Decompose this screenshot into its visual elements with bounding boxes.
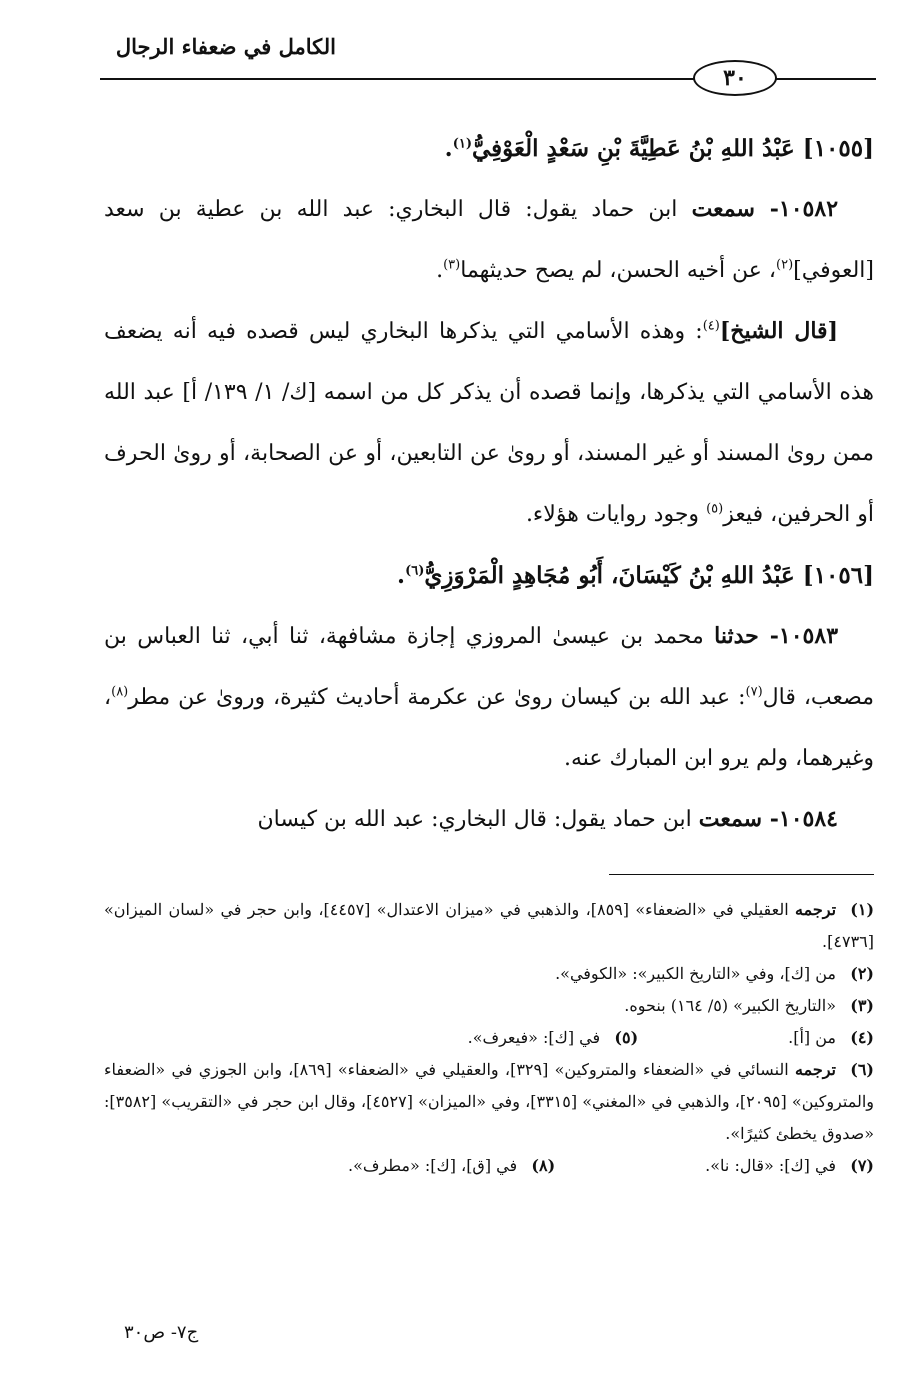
footnote-4-5: [104, 1022, 874, 1054]
hadith-text: ابن حماد يقول: قال البخاري: عبد الله بن كيسان: [257, 807, 692, 832]
footnote-mark: (٨): [111, 684, 129, 700]
footnote-keyword: ترجمه: [795, 1060, 836, 1079]
footnote-6: [104, 1054, 874, 1150]
footnote-mark: (٧): [745, 684, 763, 700]
footnote-text: في [ك]: «فيعرف».: [467, 1028, 601, 1047]
footnote-8: [348, 1150, 555, 1182]
hadith-text: ، عن أخيه الحسن، لم يصح حديثهما: [460, 258, 777, 283]
comment-text: : وهذه الأسامي التي يذكرها البخاري ليس قصده فيه أنه يضعف هذه الأسامي التي يذكرها، وإنما قصده أن يذكر كل من اسمه [ك/ ١/ ١٣٩/ أ] عبد الله ممن روىٰ المسند أو غير المسند، أو روىٰ عن التابعين، أو عن الصحابة، أو روىٰ الحرف أو الحرفين، فيعز: [104, 319, 874, 527]
footnote-number: (١): [850, 900, 875, 919]
footnotes: [104, 894, 874, 1182]
footnote-number: (٤): [850, 1028, 874, 1047]
footnote-text: من [ك]، وفي «التاريخ الكبير»: «الكوفي».: [555, 964, 836, 983]
footnote-text: «التاريخ الكبير» (٥/ ١٦٤) بنحوه.: [624, 996, 836, 1015]
footnote-7: [705, 1150, 874, 1182]
footnote-keyword: ترجمه: [795, 900, 837, 919]
hadith-number: ١٠٥٨٣: [778, 623, 839, 649]
hadith-text: : عبد الله بن كيسان روىٰ عن عكرمة أحاديث كثيرة، وروىٰ عن مطر: [128, 685, 746, 710]
footnote-5: [468, 1022, 639, 1054]
footnote-text: في [ك]: «قال: نا».: [705, 1156, 836, 1175]
footnote-3: [104, 990, 874, 1022]
footnote-mark: (٣): [443, 257, 461, 273]
main-text: [104, 118, 874, 850]
hadith-number: ١٠٥٨٢: [778, 196, 839, 222]
footnote-number: (٣): [850, 996, 874, 1015]
footnote-mark: (٤): [702, 318, 720, 334]
footnote-7-8: [104, 1150, 874, 1182]
entry-number: [١٠٥٦]: [802, 562, 874, 589]
running-title: الكامل في ضعفاء الرجال: [115, 34, 336, 59]
entry-number: [١٠٥٥]: [802, 135, 874, 162]
entry-heading-1056: [104, 545, 874, 606]
transmission-word: سمعت: [698, 806, 763, 832]
footnote-number: (٨): [531, 1156, 556, 1175]
footnote-text: النسائي في «الضعفاء والمتروكين» [٣٢٩]، والعقيلي في «الضعفاء» [٨٦٩]، وابن الجوزي في «الضعفاء والمتروكين» [٢٠٩٥]، والذهبي في «المغني» [٣٣١٥]، وفي «الميزان» [٤٥٢٧]، وقال ابن حجر في «التقريب» [٣٥٨٢]: «صدوق يخطئ كثيرًا».: [104, 1060, 874, 1143]
hadith-number: ١٠٥٨٤: [778, 806, 838, 832]
footnote-number: (٦): [850, 1060, 874, 1079]
footnote-text: العقيلي في «الضعفاء» [٨٥٩]، والذهبي في «ميزان الاعتدال» [٤٤٥٧]، وابن حجر في «لسان الميزان» [٤٧٣٦].: [104, 900, 874, 951]
transmission-word: حدثنا: [714, 623, 759, 649]
footnote-number: (٢): [850, 964, 874, 983]
hadith-10582: ١٠٥٨٢- سمعت ابن حماد يقول: قال البخاري: عبد الله بن عطية بن سعد [العوفي]$^{(٢)}$، عن أخيه الحسن، لم يصح حديثهما$^{(٣)}$.: [104, 196, 874, 283]
footnote-text: من [أ].: [788, 1028, 836, 1047]
footnote-1: [104, 894, 874, 958]
sheikh-comment: [104, 301, 874, 545]
footnote-rule: [609, 874, 874, 875]
footnote-text: في [ق]، [ك]: «مطرف».: [348, 1156, 518, 1175]
footnote-mark: (٥): [706, 501, 724, 517]
footnote-2: [104, 958, 874, 990]
entry-end: .: [397, 562, 406, 589]
sheikh-label: [قال الشيخ]: [719, 318, 838, 344]
footnote-number: (٥): [614, 1028, 639, 1047]
footnote-mark: (٢): [776, 257, 794, 273]
hadith-text: ، وغيرهما، ولم يرو ابن المبارك عنه.: [104, 685, 874, 771]
page-number: ٣٠: [693, 60, 777, 96]
hadith-10584: ١٠٥٨٤- سمعت ابن حماد يقول: قال البخاري: عبد الله بن كيسان: [257, 806, 838, 832]
footnote-mark: (١): [452, 136, 472, 152]
hadith-10583: ١٠٥٨٣- حدثنا محمد بن عيسىٰ المروزي إجازة مشافهة، ثنا أبي، ثنا العباس بن مصعب، قال$^{(٧)}$: عبد الله بن كيسان روىٰ عن عكرمة أحاديث كثيرة، وروىٰ عن مطر$^{(٨)}$، وغيرهما، ولم يرو ابن المبارك عنه.: [104, 623, 874, 771]
transmission-word: سمعت: [691, 196, 755, 222]
entry-name: عَبْدُ اللهِ بْنُ عَطِيَّةَ بْنِ سَعْدٍ الْعَوْفِيُّ: [471, 135, 795, 162]
entry-heading-1055: [104, 118, 874, 179]
hadith-text: محمد بن عيسىٰ المروزي إجازة مشافهة، ثنا أبي، ثنا العباس بن مصعب، قال: [104, 624, 874, 710]
footnote-mark: (٦): [405, 563, 425, 579]
comment-text: وجود روايات هؤلاء.: [525, 502, 707, 527]
footnote-number: (٧): [850, 1156, 874, 1175]
entry-end: .: [444, 135, 453, 162]
folio: ج٧- ص٣٠: [124, 1322, 199, 1343]
entry-name: عَبْدُ اللهِ بْنُ كَيْسَانَ، أَبُو مُجَاهِدٍ الْمَرْوَزِيُّ: [424, 562, 795, 589]
hadith-text: .: [436, 258, 444, 283]
hadith-text: ابن حماد يقول: قال البخاري: عبد الله بن عطية بن سعد [العوفي]: [104, 197, 874, 283]
footnote-4: [788, 1022, 874, 1054]
